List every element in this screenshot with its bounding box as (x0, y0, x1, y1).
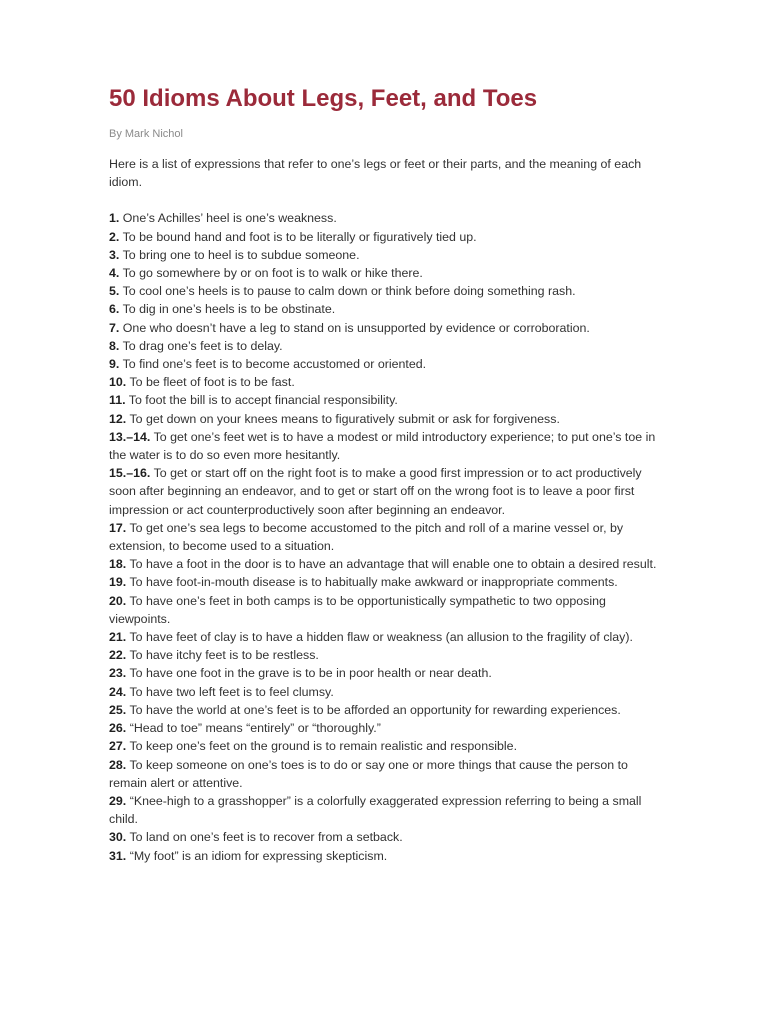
idiom-number: 5. (109, 284, 120, 299)
idiom-text: To drag one’s feet is to delay. (122, 338, 283, 353)
idiom-text: “My foot” is an idiom for expressing skepticism. (129, 848, 388, 863)
idiom-item (109, 847, 661, 865)
idiom-text: To have one’s feet in both camps is to be opportunistically sympathetic to two opposing viewpoints. (109, 593, 606, 626)
idiom-number: 3. (109, 247, 120, 262)
idiom-text: To get one’s feet wet is to have a modest or mild introductory experience; to put one’s toe in the water is to do so even more hesitantly. (109, 429, 656, 463)
idiom-number: 29. (109, 793, 127, 808)
idiom-number: 2. (109, 229, 120, 244)
idiom-item (109, 756, 661, 792)
idiom-item (109, 300, 661, 318)
idiom-item (109, 319, 661, 337)
idiom-number: 21. (109, 630, 127, 645)
idiom-text: To keep one’s feet on the ground is to remain realistic and responsible. (129, 739, 518, 754)
idiom-text: To have feet of clay is to have a hidden flaw or weakness (an allusion to the fragility of clay). (129, 630, 633, 645)
idiom-number: 9. (109, 357, 120, 372)
idiom-item (109, 792, 661, 828)
idiom-item (109, 555, 661, 573)
idiom-number: 20. (109, 593, 127, 608)
idiom-number: 17. (109, 520, 127, 535)
idiom-item (109, 683, 661, 701)
idiom-text: To cool one’s heels is to pause to calm down or think before doing something rash. (122, 284, 576, 299)
idiom-item (109, 828, 661, 846)
idiom-text: To be bound hand and foot is to be literally or figuratively tied up. (122, 229, 477, 244)
idiom-list (109, 209, 661, 864)
idiom-number: 7. (109, 320, 120, 335)
idiom-text: “Knee-high to a grasshopper” is a colorfully exaggerated expression referring to being a small child. (109, 793, 642, 827)
idiom-text: To have one foot in the grave is to be in poor health or near death. (129, 666, 492, 681)
idiom-text: To have a foot in the door is to have an advantage that will enable one to obtain a desired result. (129, 557, 657, 572)
idiom-number: 24. (109, 684, 127, 699)
idiom-number: 1. (109, 211, 120, 226)
idiom-text: To foot the bill is to accept financial responsibility. (128, 393, 398, 408)
idiom-item (109, 282, 661, 300)
idiom-number: 10. (109, 375, 127, 390)
idiom-number: 31. (109, 848, 127, 863)
idiom-number: 11. (109, 393, 126, 408)
idiom-text: To land on one’s feet is to recover from a setback. (129, 830, 403, 845)
article-title: 50 Idioms About Legs, Feet, and Toes (109, 85, 538, 112)
idiom-text: To be fleet of foot is to be fast. (129, 375, 295, 390)
idiom-number: 12. (109, 411, 127, 426)
idiom-number: 4. (109, 266, 120, 281)
idiom-item (109, 664, 661, 682)
idiom-number: 27. (109, 739, 127, 754)
idiom-item (109, 355, 661, 373)
idiom-text: One’s Achilles’ heel is one’s weakness. (122, 211, 337, 226)
idiom-number: 26. (109, 721, 127, 736)
article-intro: Here is a list of expressions that refer to one’s legs or feet or their parts, and the meaning of each idiom. (109, 157, 642, 190)
idiom-item (109, 592, 661, 628)
idiom-item (109, 264, 661, 282)
idiom-item (109, 228, 661, 246)
idiom-item (109, 337, 661, 355)
idiom-item (109, 464, 661, 519)
idiom-text: To get down on your knees means to figuratively submit or ask for forgiveness. (129, 411, 560, 426)
idiom-number: 13.–14. (109, 429, 151, 444)
idiom-item (109, 410, 661, 428)
idiom-item (109, 646, 661, 664)
idiom-text: To find one’s feet is to become accustomed or oriented. (122, 357, 427, 372)
idiom-text: To have itchy feet is to be restless. (129, 648, 319, 663)
idiom-number: 18. (109, 557, 127, 572)
idiom-text: To get or start off on the right foot is to make a good first impression or to act productively soon after beginning an endeavor, and to get or start off on the wrong foot is to leave a poor first impression or act counterproductively soon after beginning an endeavor. (109, 466, 642, 517)
idiom-item (109, 519, 661, 555)
idiom-text: To have the world at one’s feet is to be afforded an opportunity for rewarding experiences. (129, 702, 621, 717)
idiom-text: “Head to toe” means “entirely” or “thoroughly.” (129, 721, 381, 736)
idiom-text: To go somewhere by or on foot is to walk or hike there. (122, 266, 423, 281)
idiom-number: 30. (109, 830, 127, 845)
idiom-number: 25. (109, 702, 127, 717)
idiom-text: To keep someone on one’s toes is to do or say one or more things that cause the person to remain alert or attentive. (109, 757, 628, 790)
idiom-number: 28. (109, 757, 127, 772)
article (109, 84, 661, 865)
idiom-number: 23. (109, 666, 127, 681)
idiom-number: 6. (109, 302, 120, 317)
idiom-text: To bring one to heel is to subdue someone. (122, 247, 360, 262)
idiom-text: To have foot-in-mouth disease is to habitually make awkward or inappropriate comments. (129, 575, 618, 590)
idiom-item (109, 246, 661, 264)
idiom-item (109, 373, 661, 391)
article-byline: By Mark Nichol (109, 128, 183, 140)
idiom-item (109, 628, 661, 646)
idiom-item (109, 719, 661, 737)
idiom-item (109, 737, 661, 755)
idiom-number: 22. (109, 648, 127, 663)
idiom-text: To get one’s sea legs to become accustomed to the pitch and roll of a marine vessel or, by extension, to become used to a situation. (109, 520, 624, 554)
idiom-number: 8. (109, 338, 120, 353)
idiom-item (109, 209, 661, 227)
idiom-number: 19. (109, 575, 127, 590)
idiom-item (109, 428, 661, 464)
idiom-item (109, 701, 661, 719)
idiom-text: To have two left feet is to feel clumsy. (129, 684, 334, 699)
idiom-text: To dig in one’s heels is to be obstinate. (122, 302, 336, 317)
idiom-item (109, 573, 661, 591)
idiom-item (109, 391, 661, 409)
idiom-number: 15.–16. (109, 466, 151, 481)
idiom-text: One who doesn’t have a leg to stand on is unsupported by evidence or corroboration. (122, 320, 590, 335)
